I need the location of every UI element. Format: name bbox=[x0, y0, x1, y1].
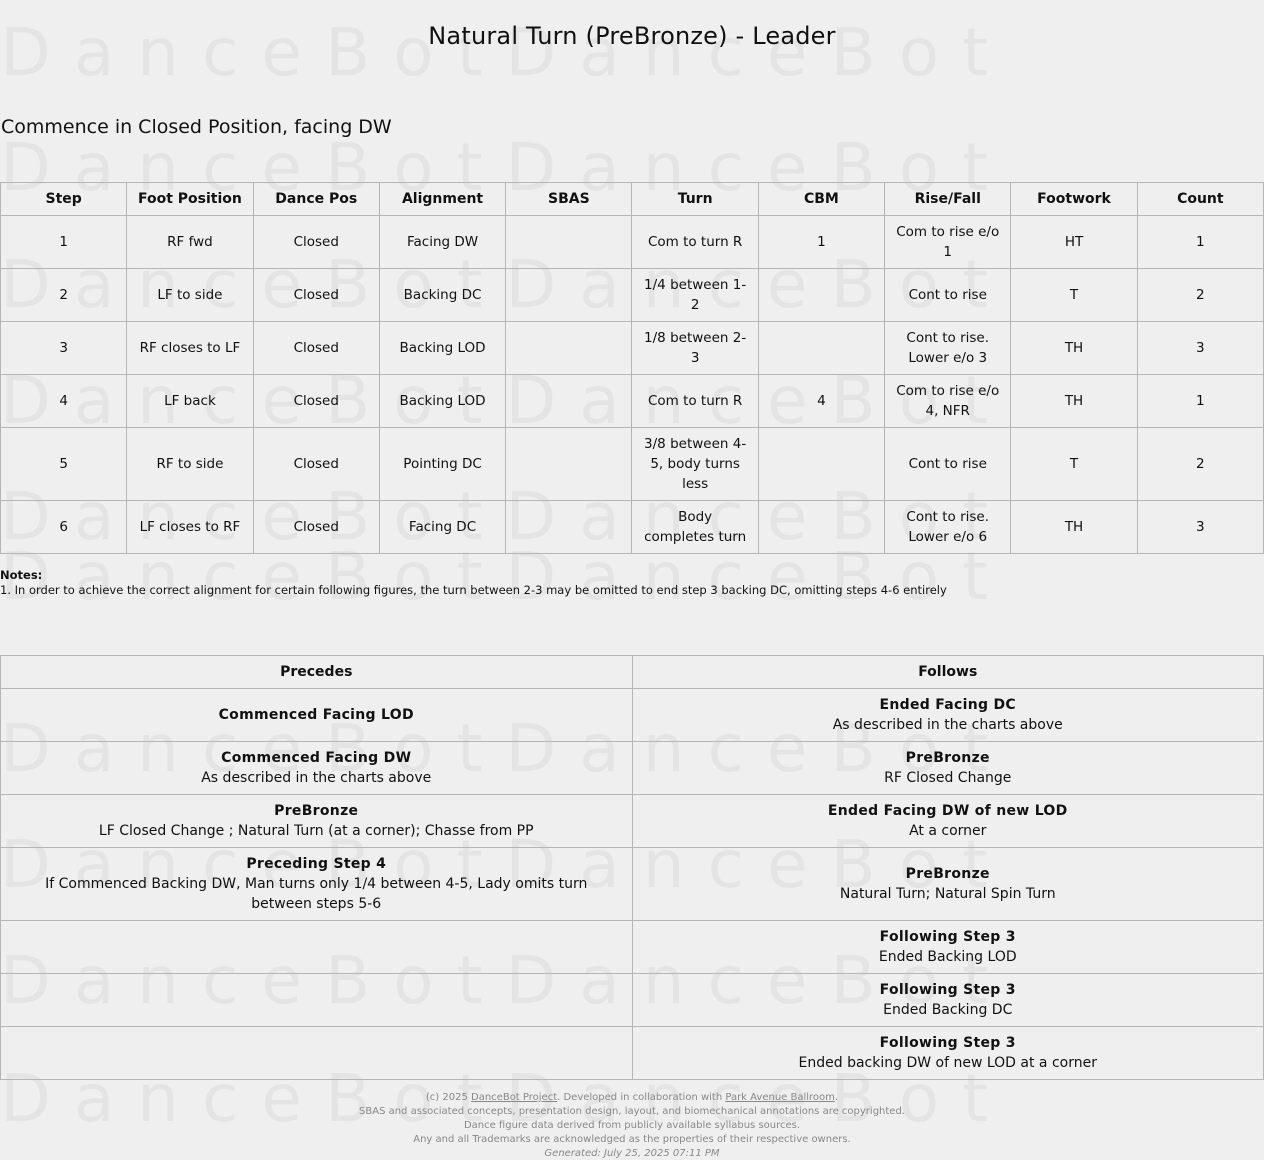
cell-dance-pos: Closed bbox=[253, 216, 379, 269]
follows-title: Following Step 3 bbox=[879, 1035, 1016, 1051]
precedes-cell bbox=[1, 689, 633, 742]
table-row bbox=[1, 742, 1264, 795]
precedes-cell bbox=[1, 795, 633, 848]
follows-cell bbox=[632, 795, 1264, 848]
follows-title: PreBronze bbox=[905, 866, 990, 882]
cell-cbm bbox=[758, 501, 884, 554]
cell-rise-fall: Com to rise e/o 1 bbox=[885, 216, 1011, 269]
cell-alignment: Facing DW bbox=[379, 216, 505, 269]
page-title: Natural Turn (PreBronze) - Leader bbox=[428, 22, 836, 50]
precedes-desc: As described in the charts above bbox=[201, 770, 432, 786]
follows-desc: Ended Backing DC bbox=[883, 1002, 1013, 1018]
precedes-cell-empty bbox=[1, 1027, 633, 1080]
precedes-desc: If Commenced Backing DW, Man turns only 1/4 between 4-5, Lady omits turn between steps 5-6 bbox=[45, 876, 588, 912]
cell-sbas bbox=[506, 428, 632, 501]
follows-cell bbox=[632, 921, 1264, 974]
follows-title: Ended Facing DC bbox=[879, 697, 1016, 713]
table-row bbox=[1, 974, 1264, 1027]
table-row bbox=[1, 322, 1264, 375]
col-count: Count bbox=[1137, 183, 1263, 216]
precedes-cell-empty bbox=[1, 921, 633, 974]
cell-alignment: Pointing DC bbox=[379, 428, 505, 501]
follows-desc: Ended Backing LOD bbox=[878, 949, 1017, 965]
cell-cbm: 1 bbox=[758, 216, 884, 269]
precedes-title: PreBronze bbox=[274, 803, 359, 819]
cell-foot-position: RF to side bbox=[127, 428, 253, 501]
cell-turn: Body completes turn bbox=[632, 501, 758, 554]
steps-header-row bbox=[1, 183, 1264, 216]
follows-desc: At a corner bbox=[909, 823, 987, 839]
dancebot-project-link[interactable]: DanceBot Project bbox=[471, 1092, 558, 1103]
cell-foot-position: RF closes to LF bbox=[127, 322, 253, 375]
follows-title: Following Step 3 bbox=[879, 929, 1016, 945]
follows-desc: As described in the charts above bbox=[832, 717, 1063, 733]
cell-alignment: Backing DC bbox=[379, 269, 505, 322]
precedes-follows-table bbox=[0, 655, 1264, 1080]
cell-rise-fall: Cont to rise bbox=[885, 269, 1011, 322]
cell-dance-pos: Closed bbox=[253, 269, 379, 322]
col-step: Step bbox=[1, 183, 127, 216]
cell-step: 1 bbox=[1, 216, 127, 269]
cell-sbas bbox=[506, 322, 632, 375]
table-row bbox=[1, 795, 1264, 848]
footer-line: Any and all Trademarks are acknowledged as the properties of their respective owners. bbox=[413, 1134, 851, 1145]
relations-header-row bbox=[1, 656, 1264, 689]
col-sbas: SBAS bbox=[506, 183, 632, 216]
cell-dance-pos: Closed bbox=[253, 375, 379, 428]
col-alignment: Alignment bbox=[379, 183, 505, 216]
cell-rise-fall: Cont to rise. Lower e/o 3 bbox=[885, 322, 1011, 375]
cell-turn: Com to turn R bbox=[632, 216, 758, 269]
cell-count: 2 bbox=[1137, 269, 1263, 322]
precedes-title: Preceding Step 4 bbox=[246, 856, 387, 872]
col-rise-fall: Rise/Fall bbox=[885, 183, 1011, 216]
cell-dance-pos: Closed bbox=[253, 428, 379, 501]
table-row bbox=[1, 216, 1264, 269]
cell-footwork: TH bbox=[1011, 322, 1137, 375]
cell-count: 1 bbox=[1137, 375, 1263, 428]
follows-desc: Natural Turn; Natural Spin Turn bbox=[839, 886, 1056, 902]
cell-step: 6 bbox=[1, 501, 127, 554]
cell-turn: 1/8 between 2-3 bbox=[632, 322, 758, 375]
precedes-title: Commenced Facing LOD bbox=[218, 707, 414, 723]
table-row bbox=[1, 428, 1264, 501]
col-cbm: CBM bbox=[758, 183, 884, 216]
steps-table bbox=[0, 182, 1264, 554]
notes-section bbox=[0, 568, 947, 598]
cell-step: 3 bbox=[1, 322, 127, 375]
note-item: 1. In order to achieve the correct alignment for certain following figures, the turn between 2-3 may be omitted to end step 3 backing DC, omitting steps 4-6 entirely bbox=[0, 583, 947, 597]
park-avenue-ballroom-link[interactable]: Park Avenue Ballroom bbox=[725, 1092, 835, 1103]
cell-footwork: T bbox=[1011, 428, 1137, 501]
cell-step: 2 bbox=[1, 269, 127, 322]
col-turn: Turn bbox=[632, 183, 758, 216]
follows-title: Following Step 3 bbox=[879, 982, 1016, 998]
cell-dance-pos: Closed bbox=[253, 322, 379, 375]
cell-count: 3 bbox=[1137, 322, 1263, 375]
commence-heading: Commence in Closed Position, facing DW bbox=[1, 116, 392, 138]
cell-cbm bbox=[758, 269, 884, 322]
cell-step: 5 bbox=[1, 428, 127, 501]
precedes-cell bbox=[1, 742, 633, 795]
follows-header: Follows bbox=[632, 656, 1264, 689]
cell-count: 2 bbox=[1137, 428, 1263, 501]
cell-foot-position: LF to side bbox=[127, 269, 253, 322]
footer-copyright-line bbox=[0, 1091, 1264, 1105]
table-row bbox=[1, 501, 1264, 554]
cell-footwork: T bbox=[1011, 269, 1137, 322]
cell-rise-fall: Cont to rise. Lower e/o 6 bbox=[885, 501, 1011, 554]
cell-turn: 3/8 between 4-5, body turns less bbox=[632, 428, 758, 501]
follows-title: PreBronze bbox=[905, 750, 990, 766]
follows-cell bbox=[632, 848, 1264, 921]
col-foot-position: Foot Position bbox=[127, 183, 253, 216]
follows-desc: RF Closed Change bbox=[884, 770, 1012, 786]
follows-title: Ended Facing DW of new LOD bbox=[827, 803, 1068, 819]
table-row bbox=[1, 375, 1264, 428]
cell-footwork: TH bbox=[1011, 375, 1137, 428]
table-row bbox=[1, 689, 1264, 742]
col-dance-pos: Dance Pos bbox=[253, 183, 379, 216]
cell-sbas bbox=[506, 216, 632, 269]
follows-cell bbox=[632, 689, 1264, 742]
precedes-cell-empty bbox=[1, 974, 633, 1027]
precedes-header: Precedes bbox=[1, 656, 633, 689]
cell-count: 3 bbox=[1137, 501, 1263, 554]
precedes-desc: LF Closed Change ; Natural Turn (at a corner); Chasse from PP bbox=[98, 823, 534, 839]
footer-copy-prefix: (c) 2025 bbox=[425, 1092, 472, 1103]
footer bbox=[0, 1091, 1264, 1160]
cell-alignment: Backing LOD bbox=[379, 322, 505, 375]
cell-sbas bbox=[506, 375, 632, 428]
notes-title: Notes: bbox=[0, 568, 43, 582]
cell-dance-pos: Closed bbox=[253, 501, 379, 554]
table-row bbox=[1, 1027, 1264, 1080]
footer-line: SBAS and associated concepts, presentation design, layout, and biomechanical annotations are copyrighted. bbox=[359, 1106, 905, 1117]
precedes-title: Commenced Facing DW bbox=[221, 750, 412, 766]
cell-foot-position: LF closes to RF bbox=[127, 501, 253, 554]
cell-turn: Com to turn R bbox=[632, 375, 758, 428]
follows-cell bbox=[632, 974, 1264, 1027]
cell-count: 1 bbox=[1137, 216, 1263, 269]
cell-foot-position: LF back bbox=[127, 375, 253, 428]
table-row bbox=[1, 269, 1264, 322]
cell-rise-fall: Cont to rise bbox=[885, 428, 1011, 501]
cell-sbas bbox=[506, 501, 632, 554]
cell-foot-position: RF fwd bbox=[127, 216, 253, 269]
cell-footwork: TH bbox=[1011, 501, 1137, 554]
cell-rise-fall: Com to rise e/o 4, NFR bbox=[885, 375, 1011, 428]
follows-cell bbox=[632, 1027, 1264, 1080]
col-footwork: Footwork bbox=[1011, 183, 1137, 216]
generated-timestamp: Generated: July 25, 2025 07:11 PM bbox=[544, 1148, 720, 1159]
table-row bbox=[1, 848, 1264, 921]
cell-turn: 1/4 between 1-2 bbox=[632, 269, 758, 322]
precedes-cell bbox=[1, 848, 633, 921]
cell-cbm bbox=[758, 322, 884, 375]
cell-sbas bbox=[506, 269, 632, 322]
cell-footwork: HT bbox=[1011, 216, 1137, 269]
footer-period: . bbox=[834, 1092, 839, 1103]
cell-alignment: Facing DC bbox=[379, 501, 505, 554]
cell-alignment: Backing LOD bbox=[379, 375, 505, 428]
cell-step: 4 bbox=[1, 375, 127, 428]
follows-desc: Ended backing DW of new LOD at a corner bbox=[798, 1055, 1097, 1071]
follows-cell bbox=[632, 742, 1264, 795]
footer-line: Dance figure data derived from publicly available syllabus sources. bbox=[463, 1120, 801, 1131]
cell-cbm: 4 bbox=[758, 375, 884, 428]
table-row bbox=[1, 921, 1264, 974]
cell-cbm bbox=[758, 428, 884, 501]
footer-collab-text: . Developed in collaboration with bbox=[557, 1092, 726, 1103]
